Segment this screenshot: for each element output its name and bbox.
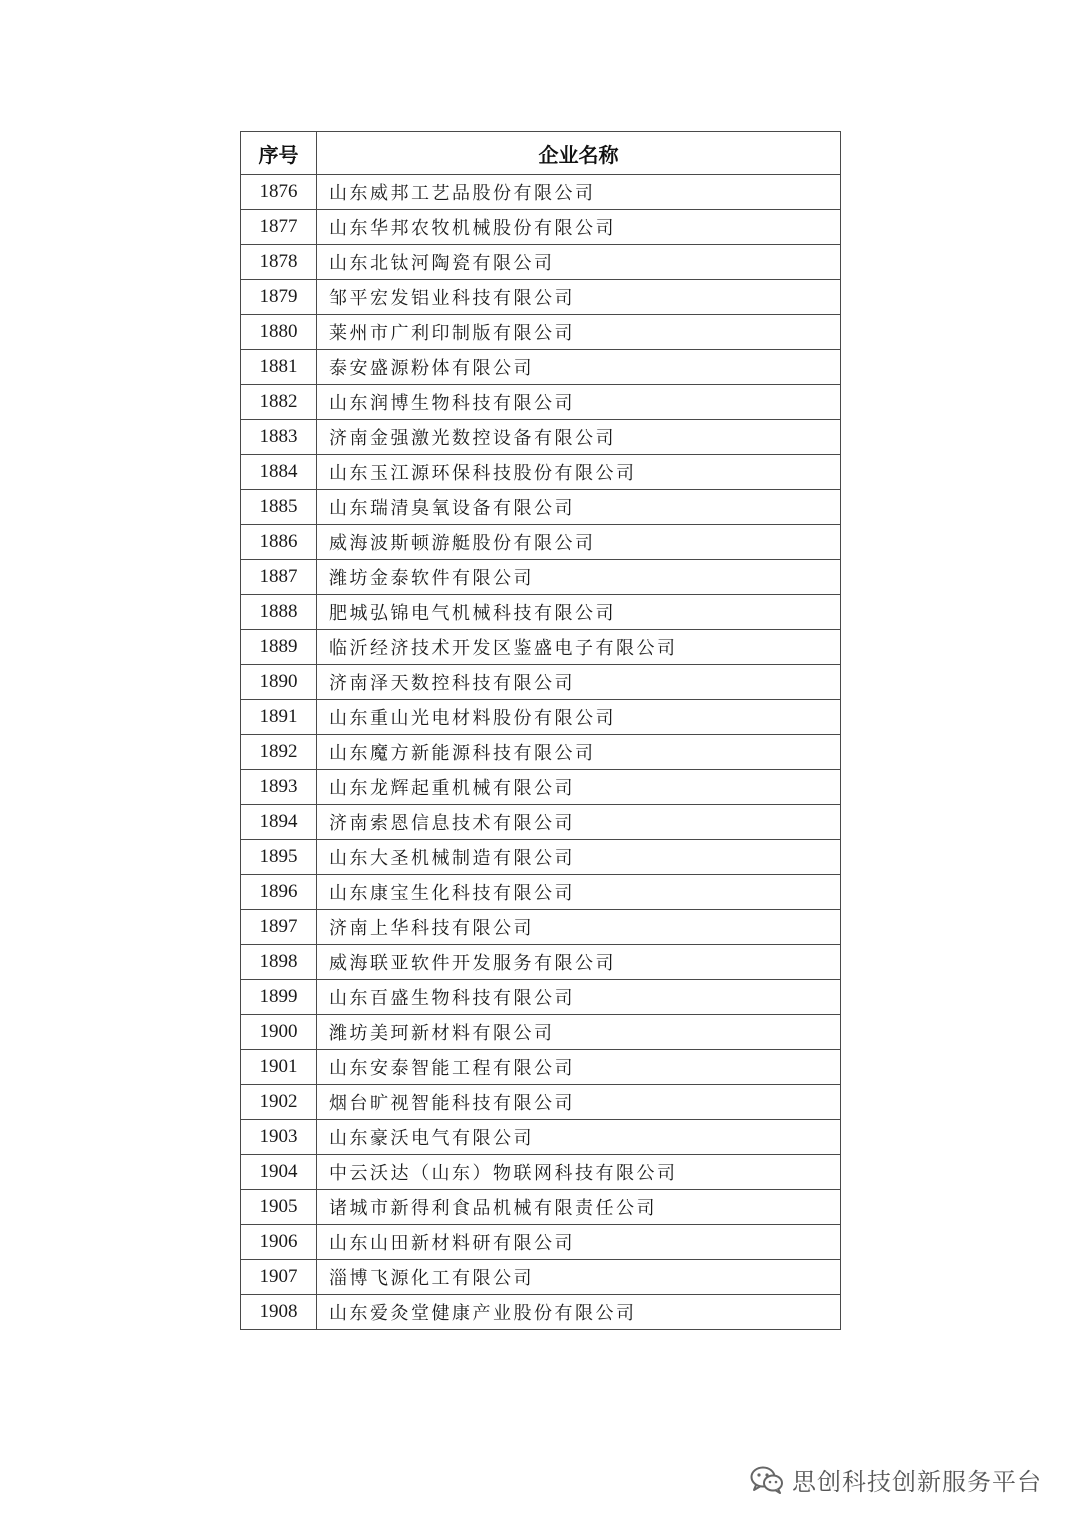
table-row — [241, 420, 841, 455]
table-row — [241, 175, 841, 210]
company-name-cell: 威海波斯顿游艇股份有限公司 — [317, 525, 841, 560]
table-row — [241, 595, 841, 630]
table-row — [241, 805, 841, 840]
serial-number-cell: 1878 — [241, 245, 317, 280]
company-name-cell: 山东百盛生物科技有限公司 — [317, 980, 841, 1015]
serial-number-cell: 1889 — [241, 630, 317, 665]
table-row — [241, 910, 841, 945]
table-row — [241, 770, 841, 805]
serial-number-cell: 1900 — [241, 1015, 317, 1050]
serial-number-cell: 1892 — [241, 735, 317, 770]
serial-number-cell: 1886 — [241, 525, 317, 560]
serial-number-cell: 1906 — [241, 1225, 317, 1260]
company-name-cell: 临沂经济技术开发区鉴盛电子有限公司 — [317, 630, 841, 665]
company-name-cell: 山东山田新材料研有限公司 — [317, 1225, 841, 1260]
company-name-cell: 山东康宝生化科技有限公司 — [317, 875, 841, 910]
company-name-cell: 山东大圣机械制造有限公司 — [317, 840, 841, 875]
table-row — [241, 1260, 841, 1295]
company-name-cell: 山东华邦农牧机械股份有限公司 — [317, 210, 841, 245]
serial-number-cell: 1880 — [241, 315, 317, 350]
table-header — [241, 132, 841, 175]
company-name-cell: 山东龙辉起重机械有限公司 — [317, 770, 841, 805]
company-name-cell: 威海联亚软件开发服务有限公司 — [317, 945, 841, 980]
table-row — [241, 1120, 841, 1155]
serial-number-cell: 1898 — [241, 945, 317, 980]
table-row — [241, 245, 841, 280]
table-row — [241, 385, 841, 420]
table-row — [241, 945, 841, 980]
serial-number-cell: 1895 — [241, 840, 317, 875]
company-name-cell: 山东安泰智能工程有限公司 — [317, 1050, 841, 1085]
serial-number-cell: 1884 — [241, 455, 317, 490]
table-row — [241, 1190, 841, 1225]
company-name-cell: 济南金强激光数控设备有限公司 — [317, 420, 841, 455]
serial-number-cell: 1879 — [241, 280, 317, 315]
serial-number-cell: 1907 — [241, 1260, 317, 1295]
serial-number-cell: 1883 — [241, 420, 317, 455]
company-name-cell: 山东豪沃电气有限公司 — [317, 1120, 841, 1155]
enterprise-table — [240, 131, 841, 1330]
company-name-cell: 山东瑞清臭氧设备有限公司 — [317, 490, 841, 525]
company-name-cell: 泰安盛源粉体有限公司 — [317, 350, 841, 385]
table-row — [241, 630, 841, 665]
table-row — [241, 1085, 841, 1120]
table-row — [241, 875, 841, 910]
serial-number-cell: 1897 — [241, 910, 317, 945]
table-row — [241, 1015, 841, 1050]
serial-number-cell: 1888 — [241, 595, 317, 630]
serial-number-cell: 1876 — [241, 175, 317, 210]
company-name-cell: 淄博飞源化工有限公司 — [317, 1260, 841, 1295]
header-serial-number: 序号 — [241, 132, 317, 175]
table-row — [241, 980, 841, 1015]
company-name-cell: 山东爱灸堂健康产业股份有限公司 — [317, 1295, 841, 1330]
company-name-cell: 肥城弘锦电气机械科技有限公司 — [317, 595, 841, 630]
serial-number-cell: 1903 — [241, 1120, 317, 1155]
watermark-text: 思创科技创新服务平台 — [792, 1468, 1042, 1496]
wechat-icon — [750, 1466, 784, 1494]
table-row — [241, 315, 841, 350]
table-row — [241, 840, 841, 875]
company-name-cell: 潍坊金泰软件有限公司 — [317, 560, 841, 595]
serial-number-cell: 1890 — [241, 665, 317, 700]
company-name-cell: 山东润博生物科技有限公司 — [317, 385, 841, 420]
table-row — [241, 525, 841, 560]
serial-number-cell: 1896 — [241, 875, 317, 910]
watermark — [750, 1462, 1042, 1497]
company-name-cell: 济南上华科技有限公司 — [317, 910, 841, 945]
company-name-cell: 潍坊美珂新材料有限公司 — [317, 1015, 841, 1050]
serial-number-cell: 1901 — [241, 1050, 317, 1085]
table-row — [241, 1050, 841, 1085]
table-row — [241, 280, 841, 315]
company-name-cell: 莱州市广利印制版有限公司 — [317, 315, 841, 350]
company-name-cell: 济南索恩信息技术有限公司 — [317, 805, 841, 840]
company-name-cell: 山东魔方新能源科技有限公司 — [317, 735, 841, 770]
company-name-cell: 山东北钛河陶瓷有限公司 — [317, 245, 841, 280]
company-name-cell: 济南泽天数控科技有限公司 — [317, 665, 841, 700]
serial-number-cell: 1885 — [241, 490, 317, 525]
company-name-cell: 山东玉江源环保科技股份有限公司 — [317, 455, 841, 490]
serial-number-cell: 1887 — [241, 560, 317, 595]
company-name-cell: 中云沃达（山东）物联网科技有限公司 — [317, 1155, 841, 1190]
company-name-cell: 邹平宏发铝业科技有限公司 — [317, 280, 841, 315]
table-row — [241, 1225, 841, 1260]
serial-number-cell: 1905 — [241, 1190, 317, 1225]
table-row — [241, 1295, 841, 1330]
table-row — [241, 350, 841, 385]
table-row — [241, 665, 841, 700]
serial-number-cell: 1877 — [241, 210, 317, 245]
serial-number-cell: 1904 — [241, 1155, 317, 1190]
serial-number-cell: 1894 — [241, 805, 317, 840]
serial-number-cell: 1881 — [241, 350, 317, 385]
serial-number-cell: 1899 — [241, 980, 317, 1015]
table-row — [241, 560, 841, 595]
table-row — [241, 490, 841, 525]
company-name-cell: 烟台旷视智能科技有限公司 — [317, 1085, 841, 1120]
table-row — [241, 210, 841, 245]
header-company-name: 企业名称 — [317, 132, 841, 175]
company-name-cell: 山东重山光电材料股份有限公司 — [317, 700, 841, 735]
serial-number-cell: 1882 — [241, 385, 317, 420]
serial-number-cell: 1908 — [241, 1295, 317, 1330]
company-name-cell: 诸城市新得利食品机械有限责任公司 — [317, 1190, 841, 1225]
company-name-cell: 山东威邦工艺品股份有限公司 — [317, 175, 841, 210]
table-body — [241, 175, 841, 1330]
table-row — [241, 455, 841, 490]
header-row — [241, 132, 841, 175]
serial-number-cell: 1891 — [241, 700, 317, 735]
table-row — [241, 1155, 841, 1190]
table-row — [241, 700, 841, 735]
serial-number-cell: 1893 — [241, 770, 317, 805]
serial-number-cell: 1902 — [241, 1085, 317, 1120]
table-row — [241, 735, 841, 770]
